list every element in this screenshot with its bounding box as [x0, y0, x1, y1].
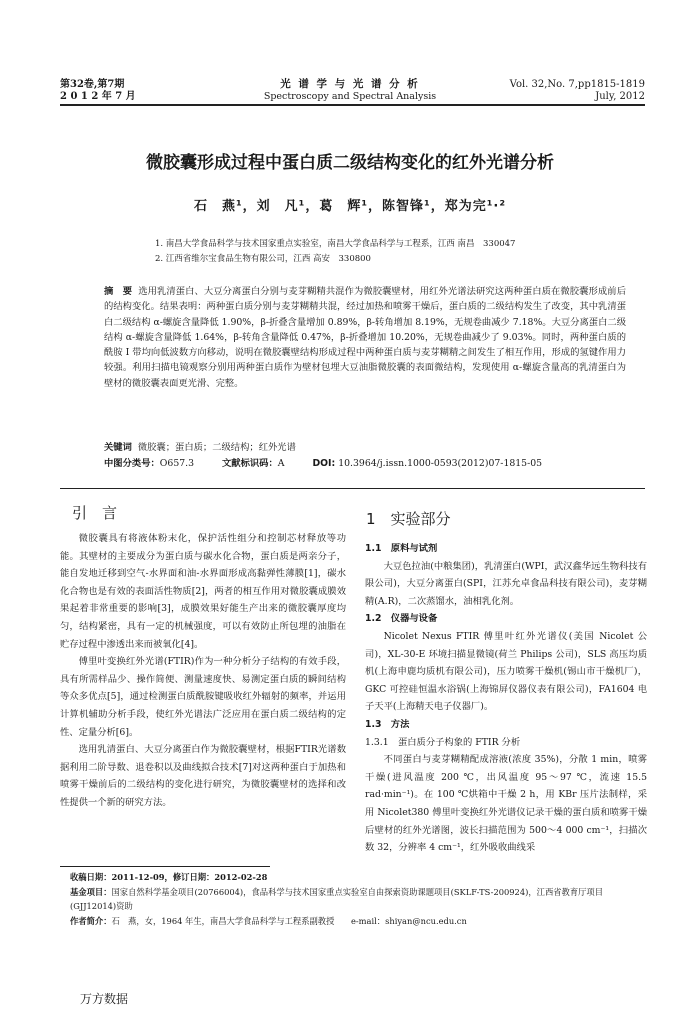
- received-date: 收稿日期：2011-12-09，修订日期：2012-02-28: [70, 872, 268, 882]
- clc-value: O657.3: [159, 457, 195, 469]
- clc-label: 中图分类号：: [104, 457, 160, 469]
- experiment-heading: 1 实验部分: [366, 510, 451, 528]
- intro-heading: 引 言: [72, 504, 118, 522]
- volume-pages-en: Vol. 32,No. 7,pp1815-1819: [509, 79, 645, 90]
- author-list: 石 燕¹，刘 凡¹，葛 辉¹，陈智锋¹，郑为完¹·²: [193, 199, 507, 214]
- abstract-label: 摘 要: [104, 286, 133, 297]
- intro-paragraph-2: 傅里叶变换红外光谱(FTIR)作为一种分析分子结构的有效手段，具有所需样品少、操作简便、测量速度快、易测定蛋白质的瞬间结构等众多优点[5]，通过检测蛋白质酰胺键吸收红外辐射的频率，并运用计算机辅助分析手段，使红外光谱法广泛应用在蛋白质二级结构的定性、定量分析[6]。: [60, 656, 346, 738]
- abstract: [104, 284, 626, 391]
- abstract-text: 选用乳清蛋白、大豆分离蛋白分别与麦芽糊精共混作为微胶囊壁材，用红外光谱法研究这两种蛋白质在微胶囊形成前后的结构变化。结果表明：两种蛋白质分别与麦芽糊精共混，经过加热和喷雾干燥后，蛋白质的二级结构发生了改变，其中乳清蛋白二级结构 α-螺旋含量降低 1.90%，β-折叠含量增加 0.89%，β-转角增加 8.19%，无规卷曲减少 7.18%。大豆分离蛋白二级结构 α-螺旋含量降低 1.64%，β-转角含量降低 0.47%，β-折叠增加 10.20%，无规卷曲减少了 9.03%。同时，两种蛋白质的酰胺 I 带均向低波数方向移动，说明在微胶囊壁结构形成过程中两种蛋白质与麦芽糊精之间发生了相互作用，形成的氢键作用力较强。利用扫描电镜观察分别用两种蛋白质作为壁材包埋大豆油脂微胶囊的表面微结构，发现使用 α-螺旋含量高的乳清蛋白为壁材的微胶囊表面更光滑、完整。: [104, 286, 626, 389]
- footnotes: [70, 870, 645, 928]
- date-en: July, 2012: [595, 91, 645, 102]
- author-bio-label: 作者简介：: [70, 915, 112, 926]
- date-cn: 2 0 1 2 年 7 月: [60, 91, 136, 102]
- journal-title-cn: 光 谱 学 与 光 谱 分 析: [280, 78, 420, 90]
- section-1-2-heading: 1.2 仪器与设备: [365, 613, 438, 625]
- journal-title-en: Spectroscopy and Spectral Analysis: [263, 91, 437, 102]
- volume-issue: 第32卷,第7期: [60, 79, 125, 90]
- experiment-body: [365, 540, 647, 857]
- doi-value: 10.3964/j.issn.1000-0593(2012)07-1815-05: [338, 457, 543, 469]
- intro-paragraph-1: 微胶囊具有将液体粉末化，保护活性组分和控制芯材释放等功能。其壁材的主要成分为蛋白质与碳水化合物，蛋白质是两亲分子，能自发地迁移到空气-水界面和油-水界面形成高黏弹性薄膜[1]，碳水化合物也是有效的表面活性物质[2]，两者的相互作用对微胶囊成膜效果起着非常重要的影响[3]，成膜效果好能生产出来的微胶囊厚度均匀，结构紧密，具有一定的机械强度，可以有效防止所包埋的油脂在贮存过程中渗透出来而被氧化[4]。: [60, 533, 346, 650]
- section-1-2-text: Nicolet Nexus FTIR 傅里叶红外光谱仪(美国 Nicolet 公司)，XL-30-E 环境扫描显微镜(荷兰 Philips 公司)，SLS 高压均质机(上海申鹿均质机有限公司)，压力喷雾干燥机(锡山市干燥机厂)，GKC 可控硅恒温水浴锅(上海锦屏仪器仪表有限公司)，FA1604 电子天平(上海精天电子仪器厂)。: [365, 630, 647, 713]
- author-bio-text: 石 燕，女，1964 年生，南昌大学食品科学与工程系副教授 e-mail：shiyan@ncu.edu.cn: [111, 915, 467, 926]
- affiliation-1: 1. 南昌大学食品科学与技术国家重点实验室，南昌大学食品科学与工程系，江西 南昌 330047: [155, 239, 516, 249]
- doi-label: DOI:: [312, 457, 336, 469]
- intro-paragraph-3: 选用乳清蛋白、大豆分离蛋白作为微胶囊壁材，根据FTIR光谱数据利用二阶导数、退卷积以及曲线拟合技术[7]对这两种蛋白于加热和喷雾干燥前后的二级结构的变化进行研究，为微胶囊壁材的选择和改性提供一个新的研究方法。: [60, 744, 346, 808]
- keywords-text: 微胶囊；蛋白质；二级结构；红外光谱: [137, 442, 296, 453]
- keywords-block: [104, 440, 626, 471]
- section-1-1-text: 大豆色拉油(中粮集团)，乳清蛋白(WPI，武汉鑫华远生物科技有限公司)，大豆分离蛋白(SPI，江苏允卓食品科技有限公司)，麦芽糊精(A.R)，二次蒸馏水，油相乳化剂。: [365, 560, 647, 607]
- fund-text: 国家自然科学基金项目(20766004)，食品科学与技术国家重点实验室自由探索资助课题项目(SKLF-TS-200924)，江西省教育厅项目(GJJ12014)资助: [70, 886, 604, 911]
- doccode-value: A: [277, 457, 285, 469]
- keywords-label: 关键词: [104, 442, 132, 453]
- footnote-rule: [60, 866, 270, 867]
- section-1-3-1-heading: 1.3.1 蛋白质分子构象的 FTIR 分析: [365, 736, 521, 748]
- intro-body: [60, 530, 346, 812]
- abstract-rule: [60, 488, 645, 489]
- header-rule: [60, 104, 645, 106]
- section-1-3-1-text: 不同蛋白与麦芽糊精配成溶液(浓度 35%)，分散 1 min，喷雾干燥(进风温度 200 ℃，出风温度 95～97 ℃，流速 15.5 rad·min⁻¹)。在 100 ℃烘箱中干燥 2 h，用 KBr 压片法制样，采用 Nicolet380 傅里叶变换红外光谱仪记录干燥的蛋白质和喷雾干燥后壁材的红外光谱图，波长扫描范围为 500～4 000 cm⁻¹，扫描次数 32，分辨率 4 cm⁻¹，红外吸收曲线采: [365, 754, 647, 854]
- article-title: 微胶囊形成过程中蛋白质二级结构变化的红外光谱分析: [146, 153, 554, 173]
- affiliations: [155, 237, 625, 267]
- doccode-label: 文献标识码：: [221, 457, 278, 469]
- section-1-3-heading: 1.3 方法: [365, 718, 410, 730]
- section-1-1-heading: 1.1 原料与试剂: [365, 543, 438, 554]
- fund-label: 基金项目：: [70, 886, 112, 897]
- affiliation-2: 2. 江西省维尔宝食品生物有限公司，江西 高安 330800: [155, 254, 371, 264]
- wanfang-watermark: 万方数据: [80, 992, 129, 1006]
